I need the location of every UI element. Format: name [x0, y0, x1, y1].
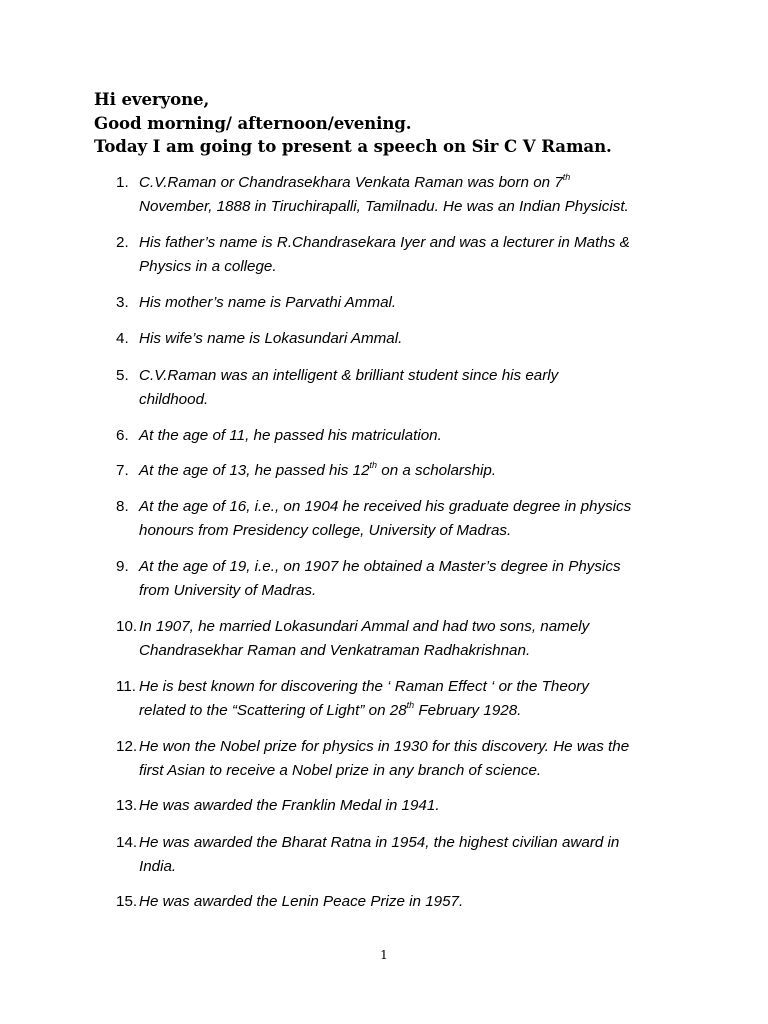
list-item-number: 15. — [116, 893, 138, 910]
list-item-text — [139, 831, 679, 880]
list-item-line: first Asian to receive a Nobel prize in any branch of science. — [139, 762, 542, 780]
page-number: 1 — [380, 948, 388, 962]
list-item-text — [139, 555, 679, 604]
list-item-line: childhood. — [139, 391, 209, 409]
greeting-line-good-morning: Good morning/ afternoon/evening. — [94, 112, 412, 133]
list-item-number: 10. — [116, 618, 138, 635]
list-item-line: His father’s name is R.Chandrasekara Iyer and was a lecturer in Maths & — [139, 234, 630, 251]
list-item-number: 7. — [116, 462, 129, 479]
list-item-text — [139, 459, 679, 483]
ordinal-suffix: th — [562, 171, 571, 182]
list-item-text-part: on a scholarship. — [377, 462, 497, 479]
list-item-line: Physics in a college. — [139, 258, 277, 276]
list-item-number: 11. — [116, 678, 136, 695]
list-item-line: He was awarded the Bharat Ratna in 1954, the highest civilian award in — [139, 834, 620, 851]
list-item-text — [139, 495, 679, 544]
list-item-number: 9. — [116, 558, 129, 575]
list-item-text — [139, 364, 679, 413]
list-item-text-part: At the age of 13, he passed his 12 — [139, 462, 370, 479]
list-item-number: 2. — [116, 234, 129, 251]
list-item-number: 8. — [116, 498, 129, 515]
list-item-text — [139, 890, 679, 914]
list-item-text — [139, 171, 679, 220]
list-item-line: He was awarded the Lenin Peace Prize in 1957. — [139, 893, 464, 910]
list-item-number: 6. — [116, 427, 129, 444]
list-item-text-part: C.V.Raman or Chandrasekhara Venkata Raman was born on 7 — [139, 174, 563, 191]
greeting-line-speech-intro: Today I am going to present a speech on Sir C V Raman. — [94, 136, 612, 156]
list-item-line: He is best known for discovering the ‘ Raman Effect ‘ or the Theory — [139, 678, 589, 695]
ordinal-suffix: th — [369, 459, 378, 470]
list-item-number: 14. — [116, 834, 138, 851]
greeting-line-hi: Hi everyone, — [94, 89, 210, 109]
list-item-number: 5. — [116, 367, 129, 384]
list-item-line — [139, 459, 679, 483]
list-item-text — [139, 735, 679, 784]
list-item-line: His mother’s name is Parvathi Ammal. — [139, 294, 397, 311]
list-item-line: He won the Nobel prize for physics in 1930 for this discovery. He was the — [139, 738, 630, 755]
list-item-line: In 1907, he married Lokasundari Ammal and had two sons, namely — [139, 618, 590, 635]
list-item-text — [139, 615, 679, 664]
list-item-text — [139, 327, 679, 351]
ordinal-suffix: th — [406, 700, 415, 711]
list-item-line: honours from Presidency college, University of Madras. — [139, 522, 512, 540]
list-item-text — [139, 794, 679, 818]
list-item-text — [139, 675, 679, 724]
list-item-line: At the age of 19, i.e., on 1907 he obtained a Master’s degree in Physics — [139, 558, 621, 575]
list-item-line — [139, 171, 679, 195]
list-item-text-part: related to the “Scattering of Light” on 28 — [139, 702, 407, 720]
list-item-number: 3. — [116, 294, 129, 311]
list-item-line: At the age of 16, i.e., on 1904 he received his graduate degree in physics — [139, 498, 632, 515]
list-item-line: India. — [139, 858, 177, 876]
list-item-number: 12. — [116, 738, 138, 755]
list-item-text — [139, 291, 679, 315]
list-item-line: At the age of 11, he passed his matriculation. — [139, 427, 442, 444]
list-item-line: He was awarded the Franklin Medal in 1941. — [139, 797, 440, 814]
list-item-text-part: February 1928. — [414, 702, 522, 720]
list-item-number: 13. — [116, 797, 138, 814]
list-item-text — [139, 424, 679, 448]
list-item-line: from University of Madras. — [139, 582, 317, 600]
list-item-text — [139, 231, 679, 280]
list-item-number: 4. — [116, 330, 129, 347]
list-item-line: C.V.Raman was an intelligent & brilliant student since his early — [139, 367, 559, 384]
list-item-line — [139, 699, 679, 723]
list-item-line: Chandrasekhar Raman and Venkatraman Radhakrishnan. — [139, 642, 531, 660]
list-item-number: 1. — [116, 174, 129, 191]
list-item-line: His wife’s name is Lokasundari Ammal. — [139, 330, 403, 347]
list-item-line: November, 1888 in Tiruchirapalli, Tamilnadu. He was an Indian Physicist. — [139, 198, 629, 216]
